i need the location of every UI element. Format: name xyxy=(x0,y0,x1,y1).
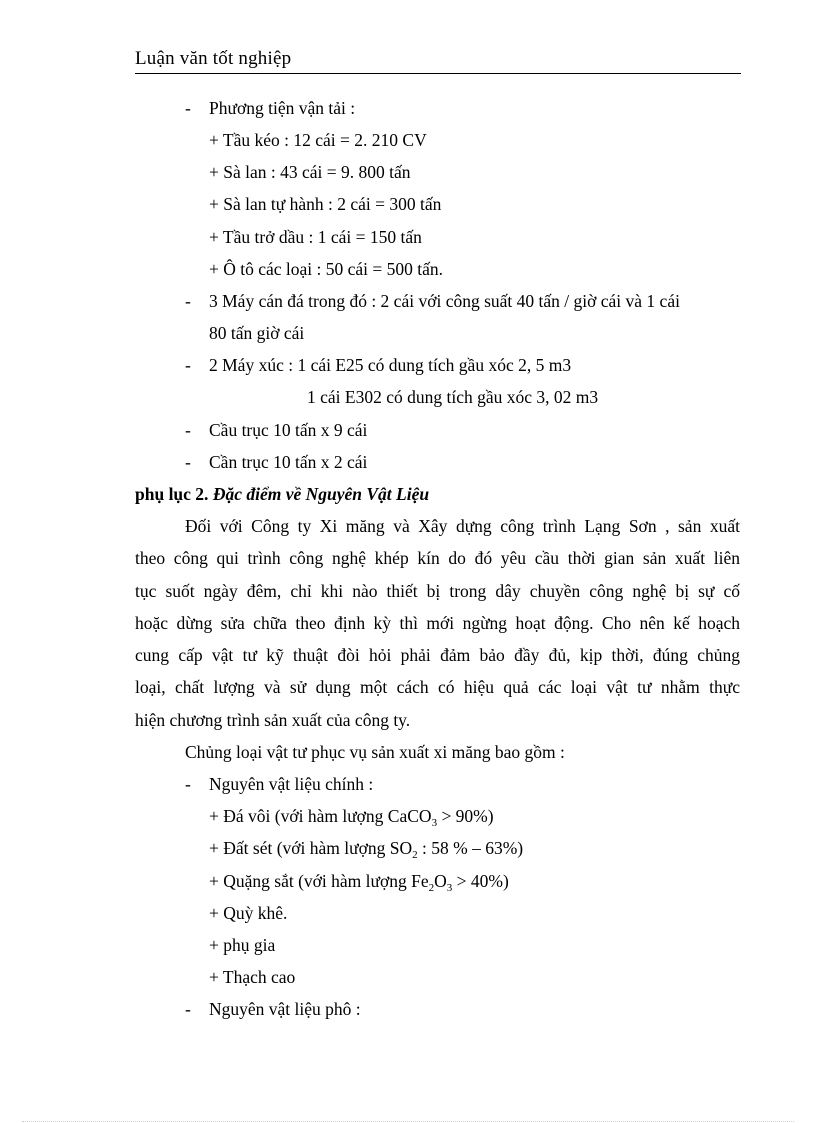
excavator-line: 2 Máy xúc : 1 cái E25 có dung tích gầu xóc 2, 5 m3 xyxy=(209,355,572,375)
transport-item: + Tầu trở dầu : 1 cái = 150 tấn xyxy=(209,227,422,247)
bridge-crane-line: Cầu trục 10 tấn x 9 cái xyxy=(209,420,368,440)
appendix-heading xyxy=(135,484,429,505)
bullet-dash: - xyxy=(185,774,191,794)
material-clay: + Đất sét (với hàm lượng $SO_2$ : 58 % – 63%) xyxy=(209,838,524,861)
secondary-materials-label: Nguyên vật liệu phô : xyxy=(209,999,361,1019)
header-divider xyxy=(135,73,741,74)
materials-intro: Chủng loại vật tư phục vụ sản xuất xi măng bao gồm : xyxy=(185,742,565,762)
excavator-line-continued: 1 cái E302 có dung tích gầu xóc 3, 02 m3 xyxy=(307,387,599,407)
bullet-dash: - xyxy=(185,999,191,1019)
bullet-dash: - xyxy=(185,420,191,440)
material-additive: + phụ gia xyxy=(209,935,276,955)
transport-item: + Tầu kéo : 12 cái = 2. 210 CV xyxy=(209,130,427,150)
page-header-title: Luận văn tốt nghiệp xyxy=(135,48,292,69)
paragraph-line: theo công qui trình công nghệ khép kín do đó yêu cầu thời gian sản xuất liên xyxy=(135,548,740,568)
page-bottom-divider xyxy=(22,1121,794,1122)
material-iron-ore: + Quặng sắt (với hàm lượng $Fe_2O_3 > 40\%$) xyxy=(209,871,509,894)
crusher-line-continued: 80 tấn giờ cái xyxy=(209,323,305,343)
paragraph-last-line: hiện chương trình sản xuất của công ty. xyxy=(135,710,411,730)
appendix-prefix: phụ lục 2. xyxy=(135,484,209,504)
transport-item: + Ô tô các loại : 50 cái = 500 tấn. xyxy=(209,259,444,279)
transport-item: + Sà lan : 43 cái = 9. 800 tấn xyxy=(209,162,411,182)
transport-label: Phương tiện vận tải : xyxy=(209,98,356,118)
paragraph-line: loại, chất lượng và sử dụng một cách có hiệu quả các loại vật tư nhằm thực xyxy=(135,677,740,697)
main-materials-label: Nguyên vật liệu chính : xyxy=(209,774,374,794)
material-gypsum: + Thạch cao xyxy=(209,967,296,987)
jib-crane-line: Cần trục 10 tấn x 2 cái xyxy=(209,452,368,472)
paragraph-line: cung cấp vật tư kỹ thuật đòi hỏi phải đảm bảo đầy đủ, kịp thời, đúng chủng xyxy=(135,645,740,665)
bullet-dash: - xyxy=(185,291,191,311)
material-laterite: + Quỳ khê. xyxy=(209,903,288,923)
bullet-dash: - xyxy=(185,98,191,118)
material-limestone: + Đá vôi (với hàm lượng CaCO$_3$ > 90%) xyxy=(209,806,494,829)
bullet-dash: - xyxy=(185,452,191,472)
appendix-title: Đặc điểm về Nguyên Vật Liệu xyxy=(212,484,430,504)
paragraph-line: tục suốt ngày đêm, chỉ khi nào thiết bị trong dây chuyền công nghệ bị sự cố xyxy=(135,581,740,601)
transport-item: + Sà lan tự hành : 2 cái = 300 tấn xyxy=(209,194,442,214)
paragraph-line: Đối với Công ty Xi măng và Xây dựng công trình Lạng Sơn , sản xuất xyxy=(185,516,740,536)
bullet-dash: - xyxy=(185,355,191,375)
crusher-line: 3 Máy cán đá trong đó : 2 cái với công suất 40 tấn / giờ cái và 1 cái xyxy=(209,291,680,311)
paragraph-line: hoặc dừng sửa chữa theo định kỳ thì mới ngừng hoạt động. Cho nên kế hoạch xyxy=(135,613,740,633)
